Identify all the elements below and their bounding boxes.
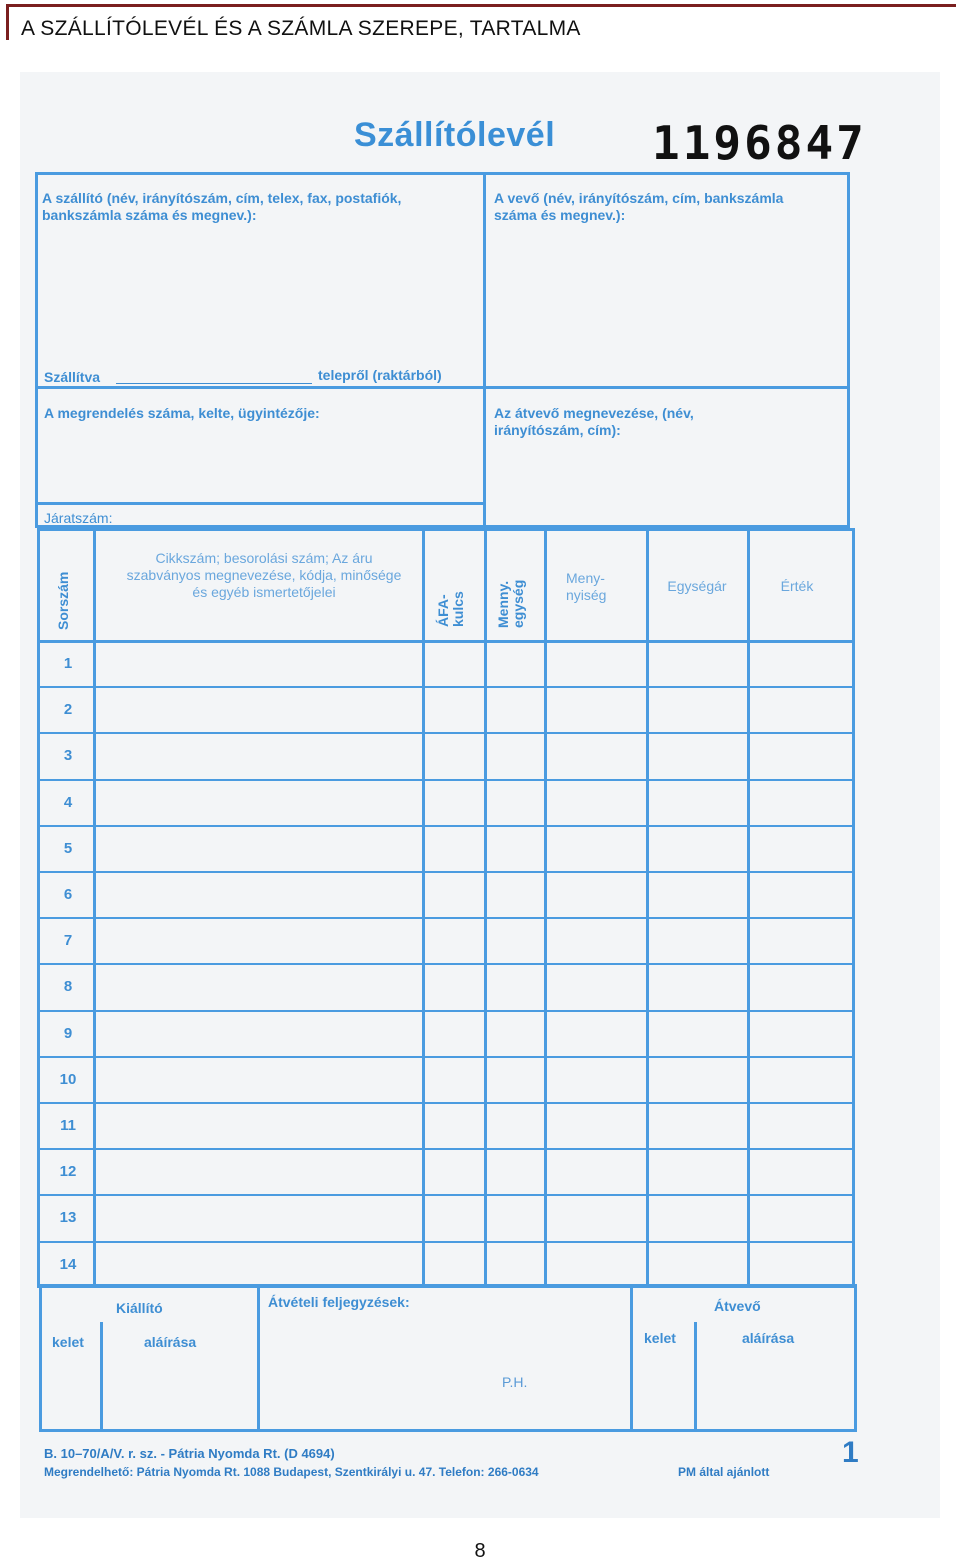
row-line	[37, 1241, 855, 1243]
row-line	[37, 779, 855, 781]
col-item: Cikkszám; besorolási szám; Az áru szabványos megnevezése, kódja, minősége és egyéb ismertetőjelei	[126, 550, 402, 600]
row-line	[37, 1102, 855, 1104]
receiver-date-label: kelet	[644, 1330, 676, 1346]
shipped-line	[116, 383, 312, 384]
col-vat: ÁFA-kulcs	[435, 591, 466, 627]
shipped-label: Szállítva	[44, 369, 101, 385]
row-number: 12	[59, 1163, 77, 1180]
row-number: 2	[63, 701, 73, 718]
page-number: 8	[474, 1540, 486, 1562]
stamp-label: P.H.	[502, 1374, 528, 1390]
row-line	[37, 825, 855, 827]
header-divider	[483, 172, 486, 528]
table-header-line	[37, 640, 855, 643]
delivery-note-form	[20, 72, 940, 1518]
row-number: 8	[63, 978, 73, 995]
form-serial-number: 1196847	[652, 116, 867, 170]
col-quantity: Meny-nyiség	[566, 570, 607, 603]
issuer-label: Kiállító	[116, 1300, 163, 1316]
notes-label: Átvételi feljegyzések:	[268, 1294, 410, 1310]
col-serial-no: Sorszám	[55, 571, 71, 630]
supplier-label: A szállító (név, irányítószám, cím, telex, fax, postafiók, bankszámla száma és megnev.):	[42, 190, 402, 223]
row-number: 6	[63, 886, 73, 903]
row-number: 1	[63, 655, 73, 672]
col-unit-price: Egységár	[667, 578, 727, 594]
col-value: Érték	[780, 578, 814, 594]
col-line-5	[646, 528, 649, 1288]
row-number: 7	[63, 932, 73, 949]
row-number: 11	[60, 1117, 76, 1134]
row-number: 3	[63, 747, 73, 764]
sig-line-a	[100, 1322, 103, 1432]
footer-line-1: B. 10–70/A/V. r. sz. - Pátria Nyomda Rt. (D 4694)	[44, 1446, 335, 1461]
col-line-6	[747, 528, 750, 1288]
from-site-label: telepről (raktárból)	[318, 367, 442, 383]
row-number: 9	[63, 1025, 73, 1042]
col-unit: Menny. egység	[495, 579, 526, 628]
issuer-signature-label: aláírása	[144, 1334, 197, 1350]
sig-line-b	[257, 1284, 260, 1432]
header-mid-line	[35, 386, 850, 389]
row-line	[37, 1056, 855, 1058]
sig-line-d	[694, 1322, 697, 1432]
row-line	[37, 686, 855, 688]
row-line	[37, 963, 855, 965]
route-line	[35, 502, 485, 505]
row-number: 4	[63, 794, 73, 811]
row-number: 5	[63, 840, 73, 857]
row-number: 14	[59, 1256, 77, 1273]
col-line-3	[484, 528, 487, 1288]
row-line	[37, 871, 855, 873]
sig-line-c	[630, 1284, 633, 1432]
header-block	[35, 172, 850, 528]
row-number: 13	[59, 1209, 77, 1226]
buyer-label: A vevő (név, irányítószám, cím, bankszámla száma és megnev.):	[494, 190, 784, 223]
receiver-signature-label: aláírása	[742, 1330, 795, 1346]
row-line	[37, 732, 855, 734]
col-line-4	[544, 528, 547, 1288]
row-number: 10	[59, 1071, 77, 1088]
footer-pm: PM által ajánlott	[678, 1465, 770, 1479]
row-line	[37, 917, 855, 919]
footer-line-2: Megrendelhető: Pátria Nyomda Rt. 1088 Budapest, Szentkirályi u. 47. Telefon: 266-0634	[44, 1465, 539, 1479]
col-line-2	[422, 528, 425, 1288]
receiver-label: Átvevő	[714, 1298, 761, 1314]
order-label: A megrendelés száma, kelte, ügyintézője:	[44, 405, 320, 421]
delivery-note-scan	[20, 72, 940, 1518]
recipient-label: Az átvevő megnevezése, (név, irányítószám, cím):	[494, 405, 694, 438]
page-header-title: A SZÁLLÍTÓLEVÉL ÉS A SZÁMLA SZEREPE, TARTALMA	[21, 17, 581, 40]
route-label: Járatszám:	[44, 510, 113, 526]
row-line	[37, 1148, 855, 1150]
issuer-date-label: kelet	[52, 1334, 84, 1350]
row-line	[37, 1010, 855, 1012]
row-line	[37, 1194, 855, 1196]
footer-copy-number: 1	[842, 1436, 859, 1469]
form-title: Szállítólevél	[354, 116, 556, 154]
page-header	[6, 4, 956, 40]
